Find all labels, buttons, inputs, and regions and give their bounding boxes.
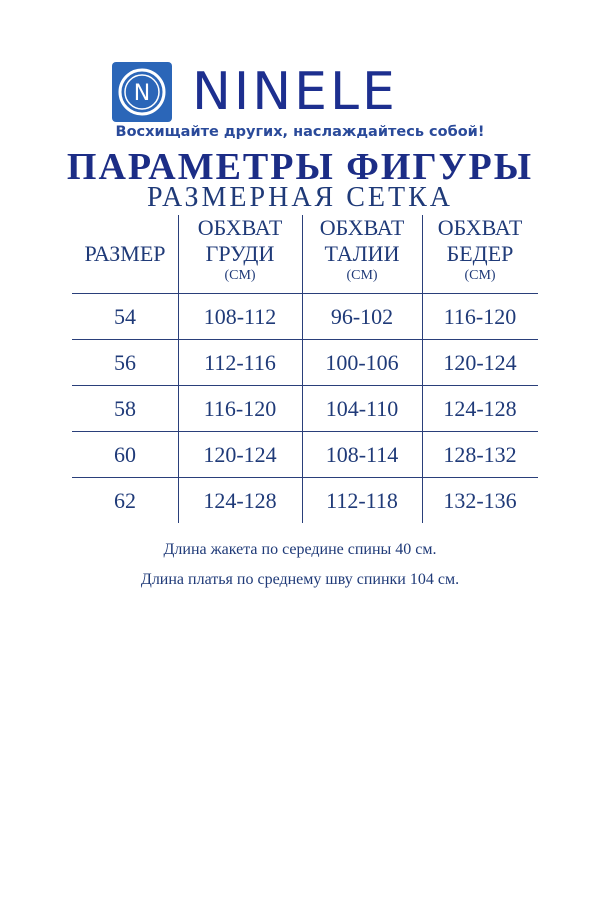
header-hips — [422, 215, 538, 293]
cell-size: 54 — [114, 304, 136, 329]
note-dress-length: Длина платья по среднему шву спинки 104 см. — [140, 571, 460, 588]
table-row — [72, 432, 538, 478]
note-jacket-length: Длина жакета по середине спины 40 см. — [163, 541, 437, 558]
page-title: ПАРАМЕТРЫ ФИГУРЫ — [66, 146, 534, 188]
header-chest-line1: ОБХВАТ — [197, 215, 283, 240]
header-waist-line1: ОБХВАТ — [319, 215, 405, 240]
cell-chest: 116-120 — [203, 396, 277, 421]
header-size — [72, 215, 178, 293]
brand-name: NINELE — [192, 62, 398, 122]
cell-chest: 108-112 — [203, 304, 277, 329]
cell-size: 56 — [114, 350, 136, 375]
header-waist-line2: ТАЛИИ — [324, 241, 400, 266]
cell-hips: 116-120 — [443, 304, 517, 329]
header-chest — [178, 215, 302, 293]
page-subtitle: РАЗМЕРНАЯ СЕТКА — [146, 182, 453, 213]
logo-mark-letter: N — [133, 81, 151, 106]
header-hips-line1: ОБХВАТ — [437, 215, 523, 240]
slogan: Восхищайте других, наслаждайтесь собой! — [115, 124, 485, 140]
cell-waist: 104-110 — [325, 396, 399, 421]
header-hips-line2: БЕДЕР — [446, 241, 514, 266]
table-row — [72, 340, 538, 386]
header-waist — [302, 215, 422, 293]
header-size-label: РАЗМЕР — [84, 241, 166, 266]
table-row — [72, 294, 538, 340]
size-table — [72, 215, 538, 513]
table-row — [72, 478, 538, 524]
header-waist-unit: (СМ) — [346, 268, 378, 283]
cell-size: 62 — [114, 488, 136, 513]
logo-circle-n-icon — [115, 65, 169, 119]
logo — [112, 62, 398, 122]
logo-mark-icon — [112, 62, 172, 122]
header-chest-line2: ГРУДИ — [205, 241, 275, 266]
cell-hips: 132-136 — [443, 488, 517, 513]
cell-waist: 108-114 — [325, 442, 399, 467]
cell-hips: 128-132 — [443, 442, 517, 467]
table-header — [72, 215, 538, 293]
cell-chest: 124-128 — [203, 488, 277, 513]
cell-chest: 120-124 — [203, 442, 277, 467]
header-hips-unit: (СМ) — [464, 268, 496, 283]
cell-hips: 120-124 — [443, 350, 517, 375]
cell-waist: 112-118 — [326, 488, 398, 513]
header-chest-unit: (СМ) — [224, 268, 256, 283]
cell-waist: 100-106 — [325, 350, 399, 375]
cell-size: 60 — [114, 442, 136, 467]
cell-waist: 96-102 — [330, 304, 394, 329]
table-row — [72, 386, 538, 432]
cell-size: 58 — [114, 396, 136, 421]
cell-hips: 124-128 — [443, 396, 517, 421]
cell-chest: 112-116 — [204, 350, 276, 375]
